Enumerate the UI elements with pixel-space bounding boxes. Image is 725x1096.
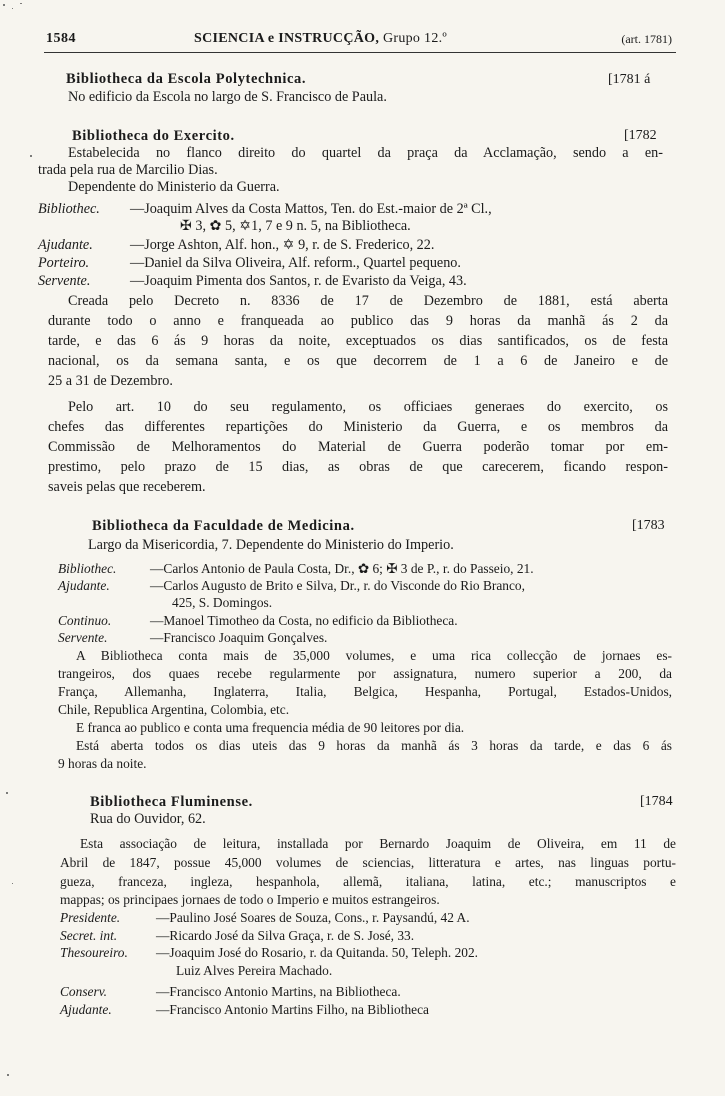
staff-text: —Paulino José Soares de Souza, Cons., r. Paysandú, 42 A. xyxy=(156,910,470,925)
staff-text: —Francisco Antonio Martins Filho, na Bibliotheca xyxy=(156,1002,429,1017)
staff-role: Bibliothec. xyxy=(58,561,117,576)
scan-speck xyxy=(6,792,8,794)
staff-role: Bibliothec. xyxy=(38,201,100,217)
intro-line: trada pela rua de Marcilio Dias. xyxy=(38,162,218,178)
entry-title: Bibliotheca Fluminense. xyxy=(90,794,253,810)
entry-title: Bibliotheca da Escola Polytechnica. xyxy=(66,71,307,87)
paragraph-line: gueza, franceza, ingleza, hespanhola, allemã, italiana, latina, etc.; manuscriptos e xyxy=(60,874,676,889)
staff-row xyxy=(38,237,434,254)
paragraph-line: tarde, e das 6 ás 9 horas da noite, exceptuados os dias santificados, os de festa xyxy=(48,333,668,349)
staff-role: Continuo. xyxy=(58,613,112,628)
staff-text: —Manoel Timotheo da Costa, no edificio da Bibliotheca. xyxy=(150,613,458,628)
entry-title: Bibliotheca da Faculdade de Medicina. xyxy=(92,518,355,534)
paragraph-line: Creada pelo Decreto n. 8336 de 17 de Dezembro de 1881, está aberta xyxy=(68,293,668,309)
paragraph-line: A Bibliotheca conta mais de 35,000 volumes, e uma rica collecção de jornaes es- xyxy=(76,648,672,663)
staff-row xyxy=(38,201,492,218)
entry-address: Largo da Misericordia, 7. Dependente do Ministerio do Imperio. xyxy=(88,537,454,553)
staff-text: —Carlos Antonio de Paula Costa, Dr., ✿ 6; ✠ 3 de P., r. do Passeio, 21. xyxy=(150,561,534,576)
staff-role: Ajudante. xyxy=(58,578,110,593)
staff-text: —Joaquim Alves da Costa Mattos, Ten. do Est.-maior de 2ª Cl., xyxy=(130,201,492,217)
staff-role: Servente. xyxy=(58,630,108,645)
paragraph-line: saveis pelas que receberem. xyxy=(48,479,206,495)
paragraph-line: França, Allemanha, Inglaterra, Italia, Belgica, Hespanha, Portugal, Estados-Unidos, xyxy=(58,684,672,699)
staff-text: —Francisco Joaquim Gonçalves. xyxy=(150,630,328,645)
staff-row xyxy=(58,577,525,594)
paragraph-line: Chile, Republica Argentina, Colombia, etc. xyxy=(58,702,290,717)
staff-row xyxy=(60,944,478,961)
paragraph-line: trangeiros, dos quaes recebe regularmente por assignatura, numero superior a 200, da xyxy=(58,666,672,681)
entry-number: [1782 xyxy=(624,128,657,143)
paragraph-line: E franca ao publico e conta uma frequencia média de 90 leitores por dia. xyxy=(76,720,465,735)
staff-text: —Carlos Augusto de Brito e Silva, Dr., r. do Visconde do Rio Branco, xyxy=(150,578,525,593)
entry-address: Rua do Ouvidor, 62. xyxy=(90,811,206,827)
staff-row xyxy=(58,560,534,577)
article-range: (art. 1781) xyxy=(621,32,672,46)
staff-row xyxy=(58,629,327,646)
staff-role: Porteiro. xyxy=(38,255,90,271)
paragraph-line: prestimo, pelo prazo de 15 dias, as obras de que carecerem, ficando respon- xyxy=(48,459,668,475)
staff-text: —Daniel da Silva Oliveira, Alf. reform., Quartel pequeno. xyxy=(130,255,461,271)
staff-text: —Jorge Ashton, Alf. hon., ✡ 9, r. de S. Frederico, 22. xyxy=(130,237,435,253)
entry-title: Bibliotheca do Exercito. xyxy=(72,128,235,144)
paragraph-line: Abril de 1847, possue 45,000 volumes de sciencias, litteratura e artes, nas linguas portu- xyxy=(60,855,676,870)
paragraph-line: Commissão de Melhoramentos do Material de Guerra poderão tomar por em- xyxy=(48,439,668,455)
scan-speck xyxy=(3,4,5,6)
staff-role: Conserv. xyxy=(60,984,107,999)
paragraph-line: chefes das differentes repartições do Ministerio da Guerra, e os membros da xyxy=(48,419,668,435)
paragraph-line: durante todo o anno e franqueada ao publico das 9 horas da manhã ás 2 da xyxy=(48,313,668,329)
paragraph-line: Pelo art. 10 do seu regulamento, os officiaes generaes do exercito, os xyxy=(68,399,668,415)
scan-speck xyxy=(30,155,32,157)
entry-number: [1783 xyxy=(632,518,665,533)
staff-role: Servente. xyxy=(38,273,91,289)
staff-role: Secret. int. xyxy=(60,928,118,943)
staff-role: Thesoureiro. xyxy=(60,945,128,960)
header-rule xyxy=(44,52,676,53)
paragraph-line: mappas; os principaes jornaes de todo o Imperio e muitos estrangeiros. xyxy=(60,892,440,907)
scan-speck xyxy=(7,1074,9,1076)
staff-text: —Joaquim José do Rosario, r. da Quitanda. 50, Teleph. 202. xyxy=(156,945,479,960)
staff-row xyxy=(38,273,467,290)
paragraph-line: Esta associação de leitura, installada por Bernardo Joaquim de Oliveira, em 11 de xyxy=(80,836,676,851)
staff-continuation: 425, S. Domingos. xyxy=(172,595,273,610)
entry-number: [1784 xyxy=(640,794,673,809)
staff-row xyxy=(60,983,401,1000)
paragraph-line: 25 a 31 de Dezembro. xyxy=(48,373,173,389)
staff-row xyxy=(38,255,461,272)
staff-role: Ajudante. xyxy=(38,237,93,253)
paragraph-line: Está aberta todos os dias uteis das 9 horas da manhã ás 3 horas da tarde, e das 6 ás xyxy=(76,738,672,753)
scan-speck xyxy=(12,883,13,884)
entry-address: No edificio da Escola no largo de S. Francisco de Paula. xyxy=(68,89,387,105)
group-label: Grupo 12.º xyxy=(382,31,448,46)
scan-speck xyxy=(12,8,13,9)
staff-role: Ajudante. xyxy=(60,1002,112,1017)
intro-line: Dependente do Ministerio da Guerra. xyxy=(68,179,280,195)
staff-continuation: Luiz Alves Pereira Machado. xyxy=(176,963,333,978)
staff-text: —Ricardo José da Silva Graça, r. de S. José, 33. xyxy=(156,928,415,943)
staff-row xyxy=(60,909,470,926)
staff-text: —Joaquim Pimenta dos Santos, r. de Evaristo da Veiga, 43. xyxy=(130,273,467,289)
staff-row xyxy=(60,927,414,944)
page-number: 1584 xyxy=(46,31,76,46)
staff-continuation: ✠ 3, ✿ 5, ✡1, 7 e 9 n. 5, na Bibliotheca. xyxy=(180,218,411,234)
paragraph-line: 9 horas da noite. xyxy=(58,756,147,771)
section-title: SCIENCIA e INSTRUCÇÃO, Grupo 12.º xyxy=(194,31,448,46)
staff-text: —Francisco Antonio Martins, na Bibliotheca. xyxy=(156,984,401,999)
paragraph-line: nacional, os da semana santa, e os que decorrem de 1 a 6 de Janeiro e de xyxy=(48,353,668,369)
intro-line: Estabelecida no flanco direito do quartel da praça da Acclamação, sendo a en- xyxy=(68,145,663,161)
running-header xyxy=(44,29,676,53)
staff-row xyxy=(60,1001,429,1018)
staff-role: Presidente. xyxy=(60,910,121,925)
entry-number: [1781 á xyxy=(608,72,651,87)
scan-speck xyxy=(20,3,22,4)
staff-row xyxy=(58,612,458,629)
